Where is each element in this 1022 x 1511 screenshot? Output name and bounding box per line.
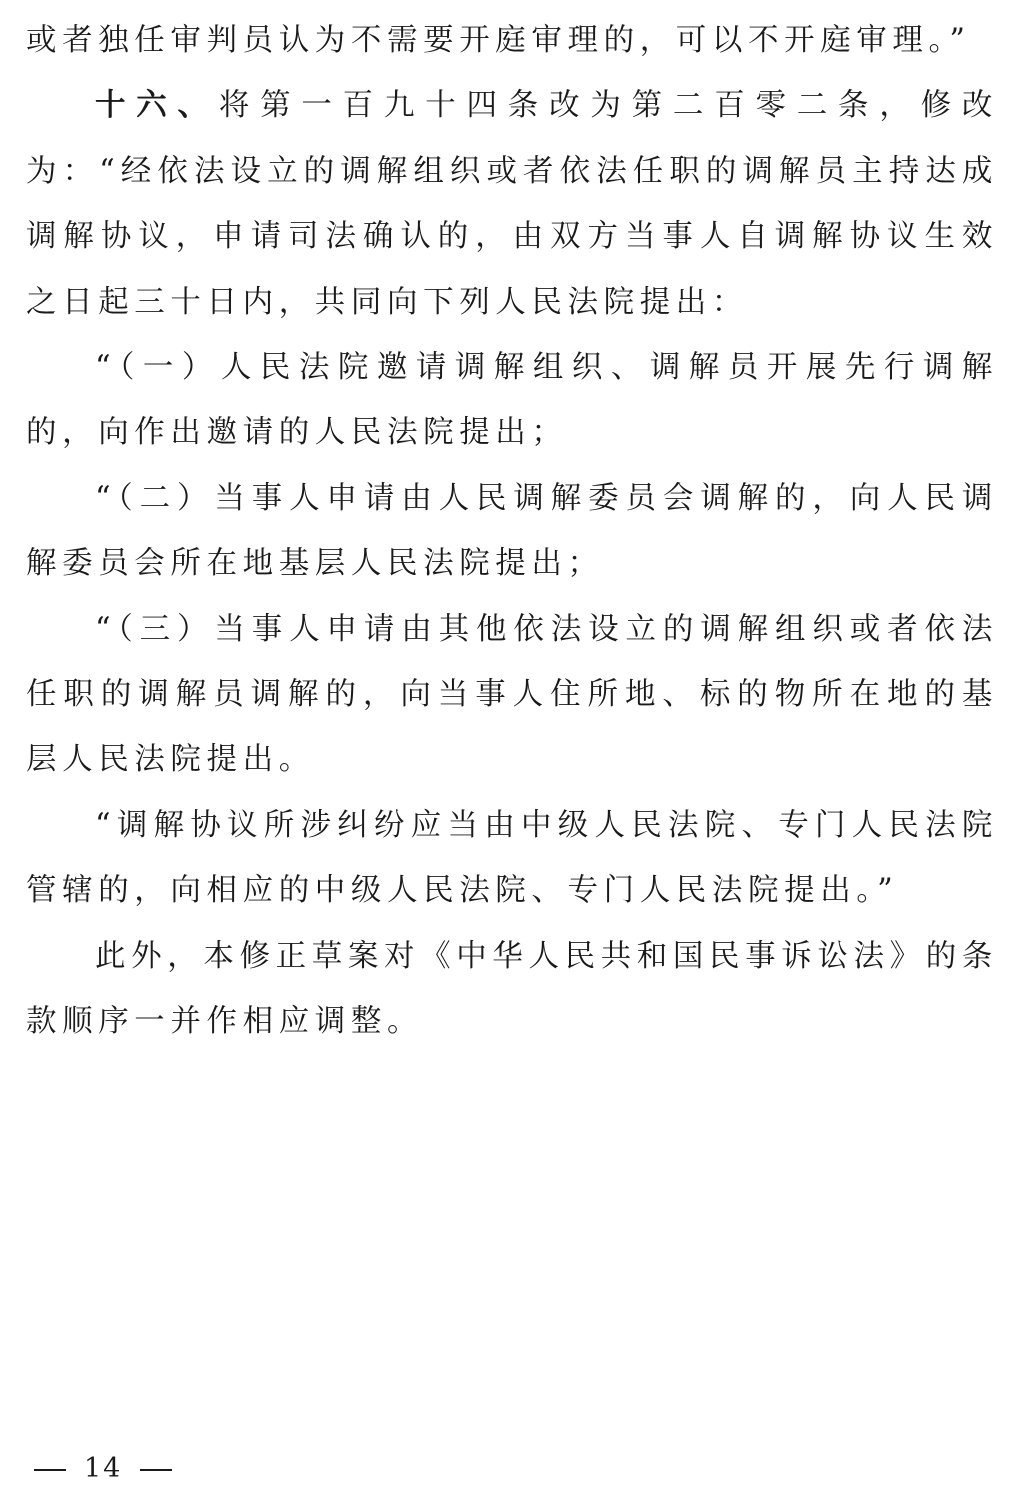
paragraph-text: “调解协议所涉纠纷应当由中级人民法院、专门人民法院管辖的，向相应的中级人民法院、专门人民法院提出。” xyxy=(26,807,998,909)
paragraph-text: “（二）当事人申请由人民调解委员会调解的，向人民调解委员会所在地基层人民法院提出； xyxy=(26,480,998,582)
paragraph-text: “（三）当事人申请由其他依法设立的调解组织或者依法任职的调解员调解的，向当事人住所地、标的物所在地的基层人民法院提出。 xyxy=(26,611,998,778)
footer-dash-left xyxy=(34,1469,66,1471)
document-body xyxy=(26,8,998,1055)
paragraph-text: “（一）人民法院邀请调解组织、调解员开展先行调解的，向作出邀请的人民法院提出； xyxy=(26,350,998,451)
paragraph-text: 此外，本修正草案对《中华人民共和国民事诉讼法》的条款顺序一并作相应调整。 xyxy=(26,938,998,1040)
footer-dash-right xyxy=(140,1469,172,1471)
paragraph-item-2 xyxy=(26,466,998,597)
paragraph-text: 或者独任审判员认为不需要开庭审理的，可以不开庭审理。” xyxy=(26,23,971,58)
paragraph-item-1 xyxy=(26,335,998,466)
paragraph-item-3 xyxy=(26,597,998,793)
paragraph-jurisdiction xyxy=(26,793,998,924)
page-number: 14 xyxy=(84,1453,123,1484)
paragraph-text: 将第一百九十四条改为第二百零二条，修改为：“经依法设立的调解组织或者依法任职的调解员主持达成调解协议，申请司法确认的，由双方当事人自调解协议生效之日起三十日内，共同向下列人民法院提出： xyxy=(26,88,998,320)
paragraph-article-16 xyxy=(26,73,998,335)
paragraph-closing xyxy=(26,924,998,1055)
article-number: 十六、 xyxy=(95,87,219,124)
paragraph-continuation xyxy=(26,8,998,73)
page-footer xyxy=(34,1453,172,1484)
